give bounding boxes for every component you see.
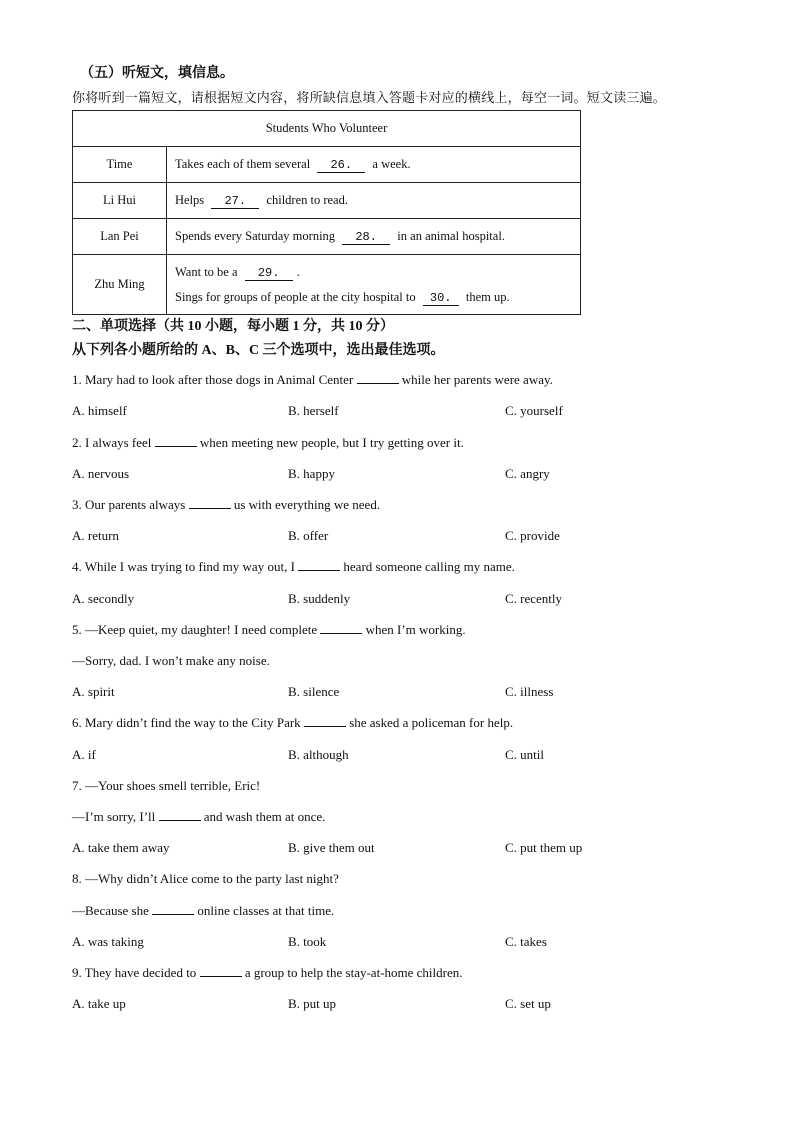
question-7: 7. —Your shoes smell terrible, Eric!	[72, 778, 261, 793]
question-blank	[357, 372, 399, 384]
question-9	[72, 965, 463, 981]
row-text: Takes each of them several	[175, 156, 311, 171]
question-text: online classes at that time.	[197, 903, 335, 918]
question-text: 3. Our parents always	[72, 497, 186, 512]
row-description	[167, 183, 581, 219]
answer-blank[interactable]: 29.	[245, 266, 293, 281]
question-text: when meeting new people, but I try getting over it.	[199, 435, 464, 450]
question-text: a group to help the stay-at-home children.	[244, 965, 463, 980]
question-text: while her parents were away.	[401, 372, 553, 387]
option-c[interactable]: C. recently	[505, 591, 563, 606]
option-a[interactable]: A. spirit	[72, 684, 115, 699]
question-text: 6. Mary didn’t find the way to the City Park	[72, 715, 301, 730]
table-row	[73, 147, 581, 183]
option-b[interactable]: B. herself	[288, 403, 339, 418]
option-a[interactable]: A. was taking	[72, 934, 144, 949]
question-3	[72, 497, 380, 513]
row-description	[167, 219, 581, 255]
option-a[interactable]: A. himself	[72, 403, 127, 418]
section-heading: （五）听短文，填信息。	[80, 66, 234, 81]
section-instruction: 你将听到一篇短文，请根据短文内容，将所缺信息填入答题卡对应的横线上，每空一词。短文读三遍。	[72, 90, 667, 105]
option-c[interactable]: C. put them up	[505, 840, 583, 855]
row-text: Want to be a	[175, 264, 238, 279]
question-2	[72, 435, 464, 451]
row-text: .	[296, 264, 300, 279]
row-name: Time	[73, 147, 167, 183]
row-text: in an animal hospital.	[397, 228, 505, 243]
row-text: them up.	[465, 289, 510, 304]
row-name: Li Hui	[73, 183, 167, 219]
question-4	[72, 559, 515, 575]
option-c[interactable]: C. illness	[505, 684, 554, 699]
question-text: —Because she	[72, 903, 149, 918]
question-text: —I’m sorry, I’ll	[72, 809, 156, 824]
question-text: she asked a policeman for help.	[349, 715, 514, 730]
option-c[interactable]: C. angry	[505, 466, 550, 481]
question-blank	[320, 622, 362, 634]
question-text: 9. They have decided to	[72, 965, 197, 980]
row-text: Helps	[175, 192, 205, 207]
question-blank	[155, 435, 197, 447]
option-b[interactable]: B. put up	[288, 996, 337, 1011]
option-c[interactable]: C. provide	[505, 528, 560, 543]
question-1	[72, 372, 553, 388]
option-c[interactable]: C. yourself	[505, 403, 563, 418]
row-description	[167, 147, 581, 183]
answer-blank[interactable]: 30.	[423, 291, 459, 306]
row-text: children to read.	[266, 192, 348, 207]
option-a[interactable]: A. if	[72, 747, 96, 762]
option-b[interactable]: B. silence	[288, 684, 340, 699]
option-c[interactable]: C. takes	[505, 934, 547, 949]
option-b[interactable]: B. give them out	[288, 840, 375, 855]
question-blank	[159, 809, 201, 821]
part-instruction: 从下列各小题所给的 A、B、C 三个选项中，选出最佳选项。	[72, 343, 445, 358]
option-b[interactable]: B. suddenly	[288, 591, 351, 606]
option-a[interactable]: A. nervous	[72, 466, 130, 481]
row-name: Zhu Ming	[73, 255, 167, 315]
question-5-reply: —Sorry, dad. I won’t make any noise.	[72, 653, 270, 668]
question-blank	[298, 559, 340, 571]
question-5	[72, 622, 466, 638]
question-text: us with everything we need.	[233, 497, 381, 512]
question-text: heard someone calling my name.	[343, 559, 515, 574]
option-b[interactable]: B. although	[288, 747, 349, 762]
option-a[interactable]: A. take up	[72, 996, 126, 1011]
answer-blank[interactable]: 27.	[211, 194, 259, 209]
option-c[interactable]: C. set up	[505, 996, 551, 1011]
question-text: 5. —Keep quiet, my daughter! I need complete	[72, 622, 318, 637]
row-description	[167, 255, 581, 315]
option-b[interactable]: B. happy	[288, 466, 335, 481]
option-b[interactable]: B. offer	[288, 528, 329, 543]
table-row	[73, 255, 581, 315]
question-8-reply	[72, 903, 334, 919]
part-heading: 二、单项选择（共 10 小题，每小题 1 分，共 10 分）	[72, 319, 394, 334]
question-8: 8. —Why didn’t Alice come to the party last night?	[72, 871, 339, 886]
table-row	[73, 183, 581, 219]
row-text: Sings for groups of people at the city hospital to	[175, 289, 416, 304]
question-6	[72, 715, 513, 731]
question-text: 4. While I was trying to find my way out, I	[72, 559, 295, 574]
question-blank	[152, 903, 194, 915]
row-text: Spends every Saturday morning	[175, 228, 336, 243]
question-text: when I’m working.	[365, 622, 466, 637]
question-text: 1. Mary had to look after those dogs in Animal Center	[72, 372, 354, 387]
table-title: Students Who Volunteer	[73, 111, 581, 147]
question-blank	[200, 965, 242, 977]
option-a[interactable]: A. return	[72, 528, 119, 543]
students-volunteer-table	[72, 110, 581, 315]
row-name: Lan Pei	[73, 219, 167, 255]
question-blank	[304, 715, 346, 727]
option-c[interactable]: C. until	[505, 747, 545, 762]
table-row	[73, 219, 581, 255]
answer-blank[interactable]: 28.	[342, 230, 390, 245]
option-b[interactable]: B. took	[288, 934, 327, 949]
option-a[interactable]: A. secondly	[72, 591, 135, 606]
question-7-reply	[72, 809, 325, 825]
option-a[interactable]: A. take them away	[72, 840, 170, 855]
row-text: a week.	[372, 156, 411, 171]
question-blank	[189, 497, 231, 509]
question-text: 2. I always feel	[72, 435, 152, 450]
answer-blank[interactable]: 26.	[317, 158, 365, 173]
question-text: and wash them at once.	[203, 809, 326, 824]
